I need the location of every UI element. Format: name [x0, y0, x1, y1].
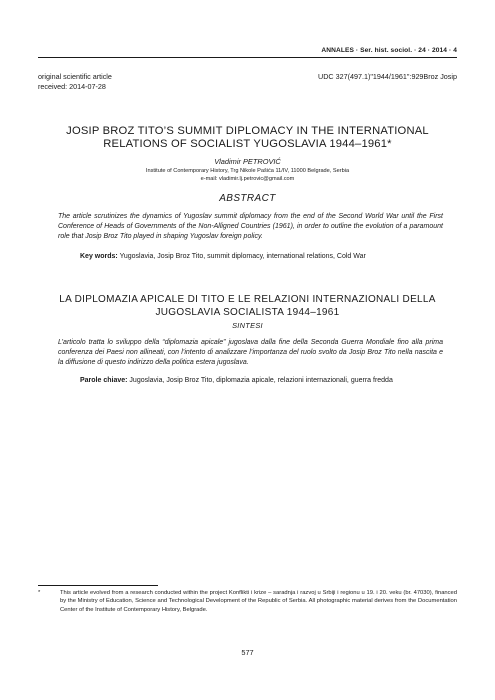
udc-code: UDC 327(497.1)"1944/1961":929Broz Josip	[318, 72, 457, 81]
parole-chiave	[80, 376, 443, 386]
author-affiliation	[0, 167, 495, 183]
article-meta-left	[38, 72, 112, 92]
keywords	[80, 252, 443, 262]
footnote	[38, 589, 457, 614]
received-date: received: 2014-07-28	[38, 82, 106, 91]
abstract-heading: ABSTRACT	[219, 193, 276, 204]
italian-title: LA DIPLOMAZIA APICALE DI TITO E LE RELAZIONI INTERNAZIONALI DELLA JUGOSLAVIA SOCIALISTA 1944–1961	[59, 294, 436, 318]
abstract-text: The article scrutinizes the dynamics of Yugoslav summit diplomacy from the end of the Second World War until the First Conference of Heads of Governments of the Non-Alligned Countries (1961), in order to outline the evolution of a paramount role that Josip Broz Tito played in shaping Yugoslav foreign policy.	[58, 213, 443, 241]
keywords-label: Key words:	[80, 253, 118, 260]
running-head: ANNALES · Ser. hist. sociol. · 24 · 2014 · 4	[321, 47, 457, 54]
footnote-text: This article evolved from a research conducted within the project Konflikti i krize – saradnja i razvoj u Srbiji i regionu u 19. i 20. veku (br. 47030), financed by the Ministry of Education, Science and Technological Development of the Republic of Serbia. All photographic material derives from the Documentation Center of the Institute of Contemporary History, Belgrade.	[60, 590, 457, 613]
sintesi-heading: SINTESI	[232, 321, 263, 330]
author-name: Vladimir PETROVIĆ	[214, 157, 281, 166]
footnote-rule	[38, 585, 158, 586]
parole-chiave-label: Parole chiave:	[80, 377, 128, 384]
affiliation-address: Institute of Contemporary History, Trg Nikole Pašića 11/IV, 11000 Belgrade, Serbia	[145, 168, 350, 174]
keywords-text: Yugoslavia, Josip Broz Tito, summit diplomacy, international relations, Cold War	[119, 253, 366, 260]
page-number: 577	[241, 648, 254, 657]
header-rule	[38, 57, 457, 58]
article-type: original scientific article	[38, 72, 112, 81]
sintesi-text: L’articolo tratta lo sviluppo della “diplomazia apicale” jugoslava dalla fine della Seconda Guerra Mondiale fino alla prima conferenza dei Paesi non allineati, con l’intento di analizzare l’importanza del ruolo svolto da Josip Broz Tito nella nascita e la diffusione di questo indirizzo della politica estera jugoslava.	[58, 339, 443, 367]
article-title: JOSIP BROZ TITO’S SUMMIT DIPLOMACY IN THE INTERNATIONAL RELATIONS OF SOCIALIST YUGOSLAVIA 1944–1961*	[66, 125, 429, 150]
parole-chiave-text: Jugoslavia, Josip Broz Tito, diplomazia apicale, relazioni internazionali, guerra fredda	[129, 377, 393, 384]
footnote-mark: *	[38, 590, 41, 596]
affiliation-email: e-mail: vladimir.lj.petrovic@gmail.com	[200, 176, 295, 182]
